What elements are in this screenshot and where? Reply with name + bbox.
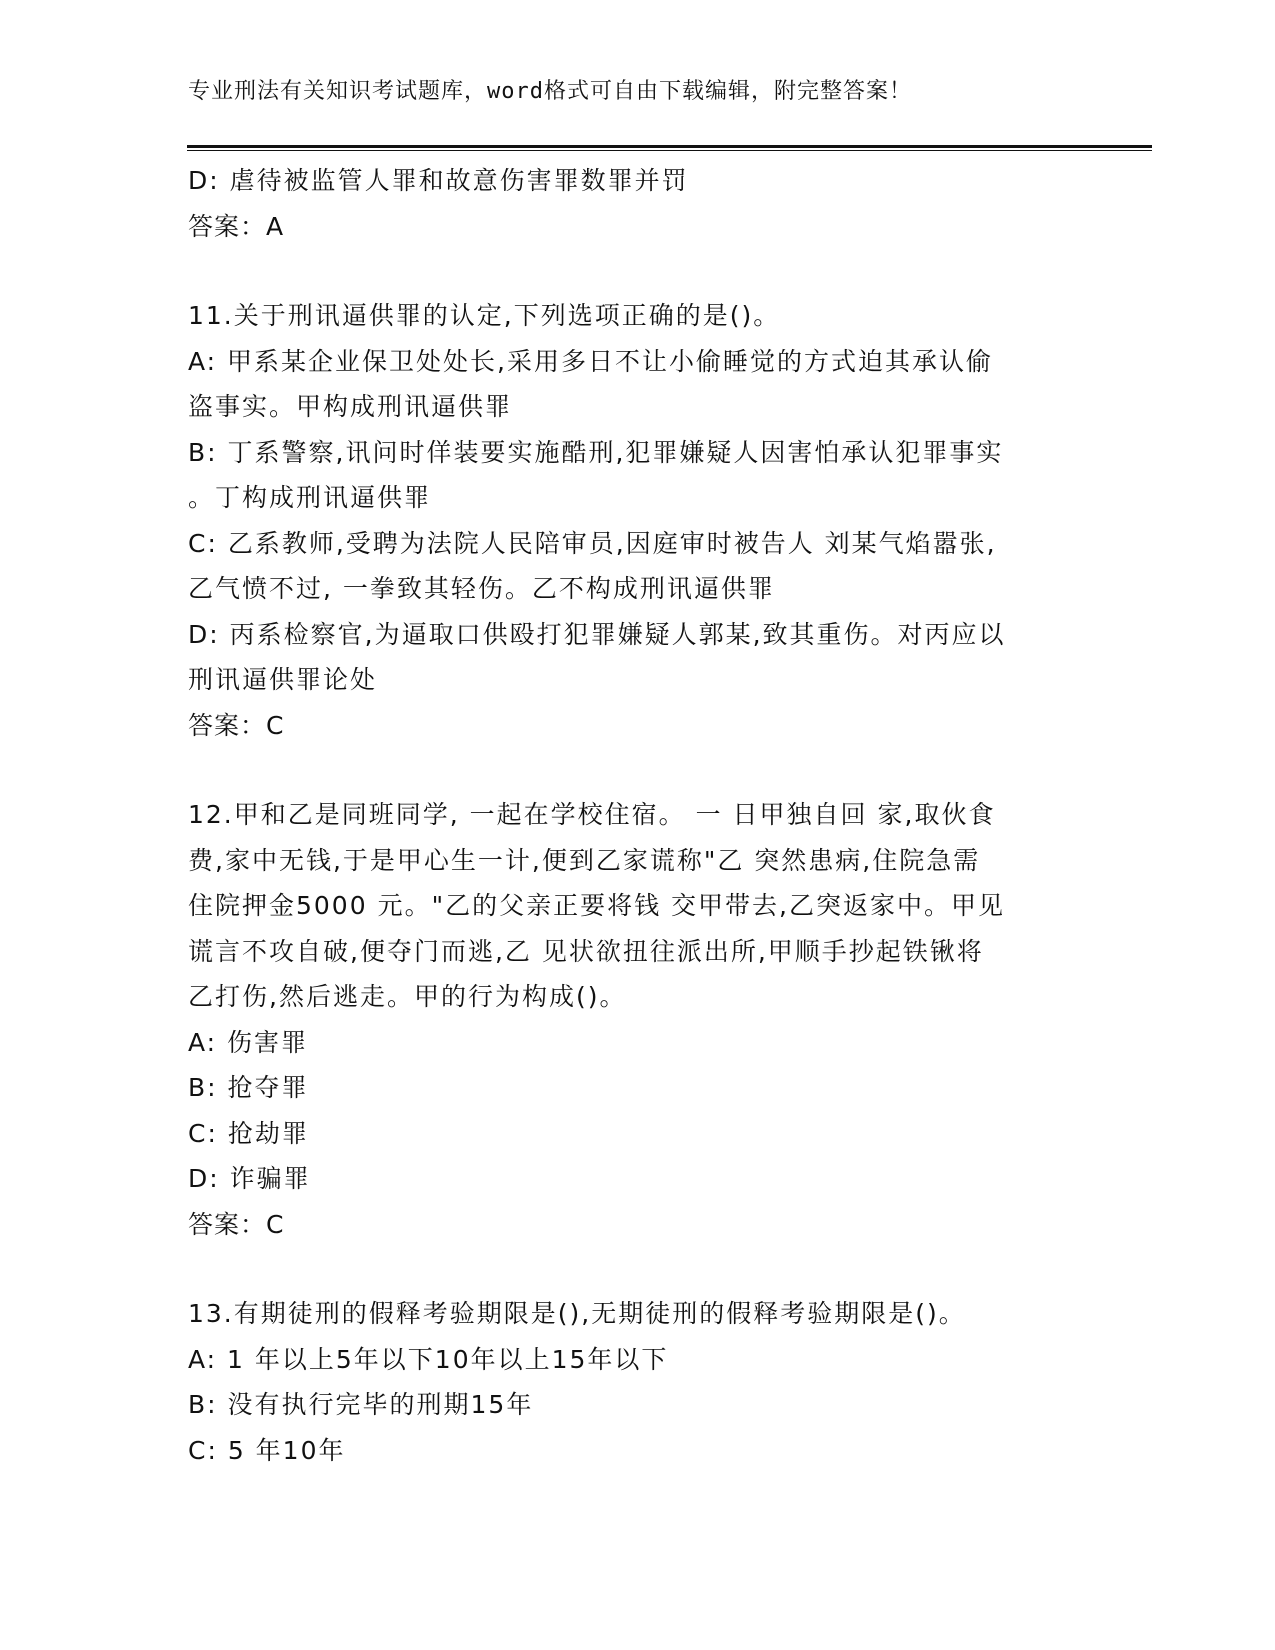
question-11-option-c: C: 乙系教师,受聘为法院人民陪审员,因庭审时被告人 刘某气焰嚣张, — [188, 528, 997, 558]
question-13-option-a: A: 1 年以上5年以下10年以上15年以下 — [188, 1344, 669, 1374]
question-12-option-b: B: 抢夺罪 — [188, 1073, 309, 1102]
prev-option-d: D: 虐待被监管人罪和故意伤害罪数罪并罚 — [188, 166, 689, 195]
question-11-option-b: B: 丁系警察,讯问时佯装要实施酷刑,犯罪嫌疑人因害怕承认犯罪事实 — [188, 437, 1004, 467]
question-12 — [188, 792, 1088, 1247]
question-11-answer: 答案：C — [188, 710, 285, 740]
question-11-option-d: D: 丙系检察官,为逼取口供殴打犯罪嫌疑人郭某,致其重伤。对丙应以 — [188, 619, 1006, 649]
question-11-stem: 11.关于刑讯逼供罪的认定,下列选项正确的是()。 — [188, 301, 781, 330]
question-13-stem: 13.有期徒刑的假释考验期限是(),无期徒刑的假释考验期限是()。 — [188, 1299, 966, 1328]
question-13-option-b: B: 没有执行完毕的刑期15年 — [188, 1390, 534, 1419]
question-11-option-a: A: 甲系某企业保卫处处长,采用多日不让小偷睡觉的方式迫其承认偷 — [188, 346, 993, 376]
question-12-stem-cont: 费,家中无钱,于是甲心生一计,便到乙家谎称"乙 突然患病,住院急需 — [188, 845, 981, 875]
question-11-option-a-cont: 盗事实。甲构成刑讯逼供罪 — [188, 392, 513, 421]
header-rule-thick — [187, 145, 1152, 148]
question-12-stem-cont: 住院押金5000 元。"乙的父亲正要将钱 交甲带去,乙突返家中。甲见 — [188, 891, 1005, 920]
question-12-stem-cont: 谎言不攻自破,便夺门而逃,乙 见状欲扭往派出所,甲顺手抄起铁锹将 — [188, 936, 984, 966]
question-11-option-b-cont: 。丁构成刑讯逼供罪 — [188, 483, 432, 512]
question-12-option-c: C: 抢劫罪 — [188, 1118, 309, 1148]
question-12-option-d: D: 诈骗罪 — [188, 1164, 311, 1193]
question-11 — [188, 293, 1088, 748]
question-11-option-d-cont: 刑讯逼供罪论处 — [188, 665, 378, 694]
header-rule-thin — [187, 150, 1152, 151]
question-content — [188, 158, 1088, 1473]
spacer — [188, 249, 1088, 293]
spacer — [188, 1247, 1088, 1291]
question-12-answer: 答案：C — [188, 1209, 285, 1239]
question-12-stem: 12.甲和乙是同班同学, 一起在学校住宿。 一 日甲独自回 家,取伙食 — [188, 800, 996, 829]
question-11-option-c-cont: 乙气愤不过, 一拳致其轻伤。乙不构成刑讯逼供罪 — [188, 574, 775, 603]
question-12-option-a: A: 伤害罪 — [188, 1027, 309, 1057]
question-12-stem-cont: 乙打伤,然后逃走。甲的行为构成()。 — [188, 982, 627, 1011]
question-13-option-c: C: 5 年10年 — [188, 1435, 346, 1465]
question-13 — [188, 1291, 1088, 1473]
prev-answer: 答案：A — [188, 211, 285, 241]
page-header: 专业刑法有关知识考试题库，word格式可自由下载编辑，附完整答案！ — [188, 79, 912, 104]
spacer — [188, 748, 1088, 792]
